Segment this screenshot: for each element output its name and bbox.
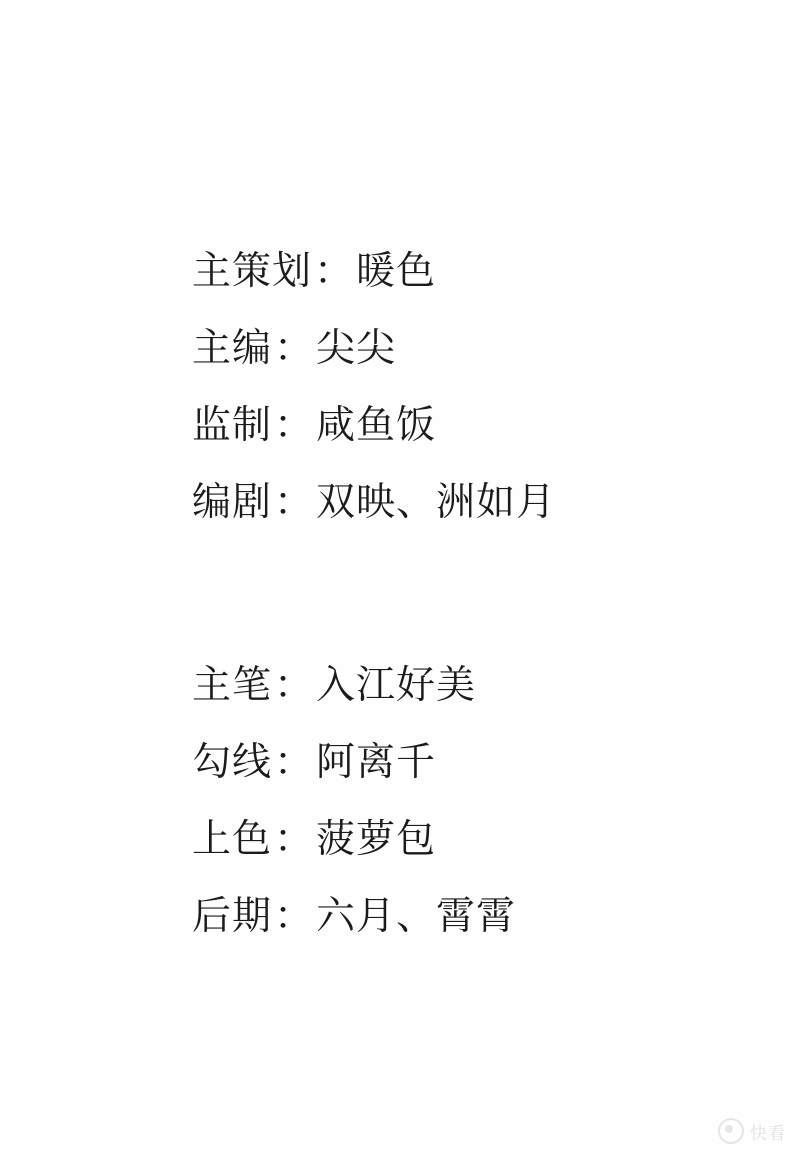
credit-role: 主策划 — [192, 250, 313, 293]
credits-group-art — [192, 666, 752, 936]
credit-role: 后期 — [192, 895, 273, 938]
credit-separator: ： — [274, 404, 315, 447]
credit-role: 编剧 — [192, 481, 273, 524]
credit-line — [192, 820, 752, 859]
credit-line — [192, 897, 752, 936]
credit-role: 上色 — [192, 818, 273, 861]
credit-separator: ： — [274, 818, 315, 861]
credit-name: 六月、霄霄 — [316, 895, 517, 938]
credit-separator: ： — [274, 664, 315, 707]
circle-logo-icon — [718, 1118, 744, 1144]
credits-group-production — [192, 252, 752, 522]
credit-name: 暖色 — [356, 250, 437, 293]
credits-group-spacer — [192, 560, 752, 666]
credits-list — [192, 252, 752, 974]
credit-name: 入江好美 — [316, 664, 477, 707]
credit-role: 勾线 — [192, 741, 273, 784]
watermark — [718, 1118, 786, 1144]
credit-line — [192, 252, 752, 291]
credit-separator: ： — [314, 250, 355, 293]
credit-name: 阿离千 — [316, 741, 437, 784]
credit-role: 监制 — [192, 404, 273, 447]
credit-line — [192, 329, 752, 368]
credit-line — [192, 406, 752, 445]
credit-separator: ： — [274, 741, 315, 784]
credit-name: 尖尖 — [316, 327, 397, 370]
credit-separator: ： — [274, 327, 315, 370]
credit-name: 菠萝包 — [316, 818, 437, 861]
credit-role: 主笔 — [192, 664, 273, 707]
credit-separator: ： — [274, 895, 315, 938]
credit-line — [192, 666, 752, 705]
credit-role: 主编 — [192, 327, 273, 370]
watermark-label: 快看 — [750, 1123, 786, 1143]
credit-name: 咸鱼饭 — [316, 404, 437, 447]
credit-line — [192, 743, 752, 782]
credit-line — [192, 483, 752, 522]
credit-separator: ： — [274, 481, 315, 524]
credit-name: 双映、洲如月 — [316, 481, 557, 524]
